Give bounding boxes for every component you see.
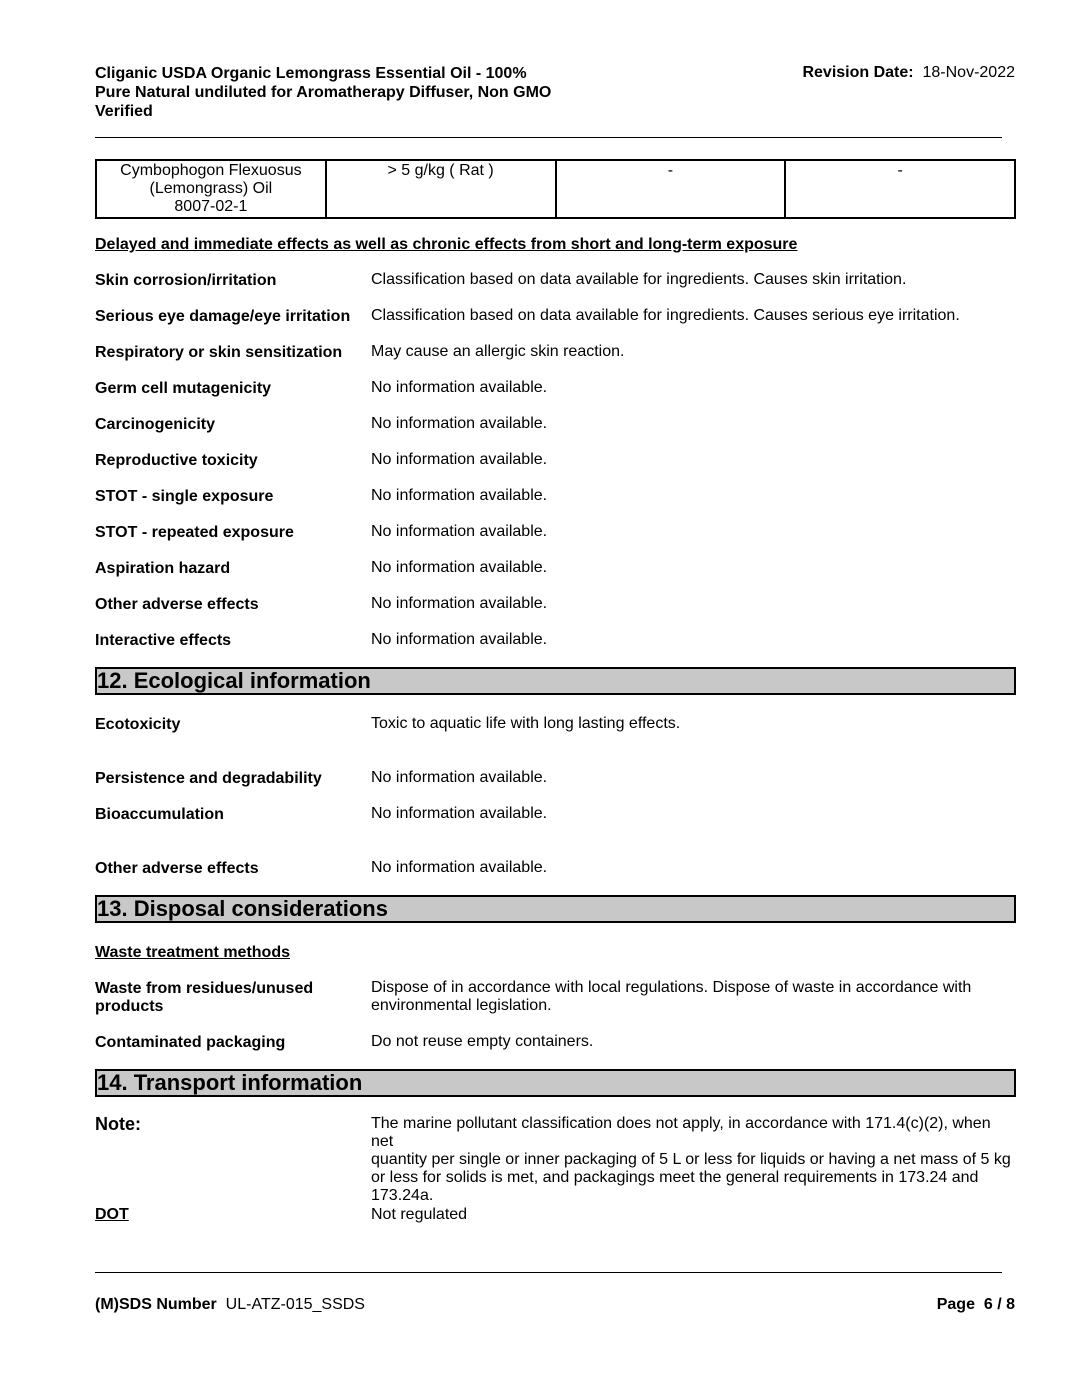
- disposal-label: [95, 980, 365, 1016]
- section-13-title: 13. Disposal considerations: [95, 895, 1016, 923]
- sds-number-value: UL-ATZ-015_SSDS: [225, 1296, 365, 1313]
- note-line: 173.24a.: [371, 1187, 434, 1204]
- disposal-value-line: Dispose of in accordance with local regulations. Dispose of waste in accordance with: [371, 979, 972, 996]
- effect-label: Germ cell mutagenicity: [95, 380, 272, 397]
- eco-value: No information available.: [371, 859, 548, 876]
- disposal-label-line: Waste from residues/unused: [95, 980, 314, 997]
- effect-value: No information available.: [371, 415, 548, 432]
- inhalation-lc50-cell: -: [785, 160, 1015, 218]
- effect-label: Serious eye damage/eye irritation: [95, 308, 351, 325]
- effect-value: No information available.: [371, 595, 548, 612]
- note-line: The marine pollutant classification does not apply, in accordance with 171.4(c)(2), when net: [371, 1115, 991, 1150]
- page-number: [937, 1296, 1015, 1314]
- effect-value: May cause an allergic skin reaction.: [371, 343, 625, 360]
- note-line: or less for solids is met, and packagings meet the general requirements in 173.24 and: [371, 1169, 979, 1186]
- effect-value: Classification based on data available for ingredients. Causes skin irritation.: [371, 271, 907, 288]
- effect-label: Interactive effects: [95, 632, 232, 649]
- eco-value: Toxic to aquatic life with long lasting effects.: [371, 715, 681, 732]
- sds-number-label: (M)SDS Number: [95, 1296, 217, 1313]
- sds-number: [95, 1296, 365, 1314]
- dot-value: Not regulated: [371, 1206, 468, 1223]
- document-title-line: Verified: [95, 103, 153, 120]
- effect-value: No information available.: [371, 559, 548, 576]
- eco-label: Persistence and degradability: [95, 770, 322, 787]
- effects-heading: Delayed and immediate effects as well as chronic effects from short and long-term exposure: [95, 236, 798, 253]
- effect-label: Carcinogenicity: [95, 416, 216, 433]
- disposal-value-line: Do not reuse empty containers.: [371, 1033, 594, 1050]
- effect-label: STOT - single exposure: [95, 488, 274, 505]
- disposal-value-line: environmental legislation.: [371, 997, 552, 1014]
- header-rule: [95, 137, 1002, 138]
- eco-label: Ecotoxicity: [95, 716, 181, 733]
- table-row: [96, 160, 1015, 218]
- effect-value: No information available.: [371, 379, 548, 396]
- document-title: [95, 64, 615, 121]
- eco-label: Other adverse effects: [95, 860, 259, 877]
- effect-value: Classification based on data available for ingredients. Causes serious eye irritation.: [371, 307, 960, 324]
- eco-label: Bioaccumulation: [95, 806, 224, 823]
- disposal-value: [371, 1033, 1016, 1051]
- document-title-line: Cliganic USDA Organic Lemongrass Essential Oil - 100%: [95, 65, 527, 82]
- toxicity-table: [95, 159, 1016, 219]
- waste-treatment-heading: Waste treatment methods: [95, 944, 290, 961]
- disposal-label-line: Contaminated packaging: [95, 1034, 286, 1051]
- component-name-cell: [96, 160, 326, 218]
- section-14-title: 14. Transport information: [95, 1069, 1016, 1097]
- document-title-line: Pure Natural undiluted for Aromatherapy Diffuser, Non GMO: [95, 84, 552, 101]
- effect-value: No information available.: [371, 631, 548, 648]
- disposal-value: [371, 979, 1016, 1015]
- note-value: [371, 1115, 1016, 1205]
- note-line: quantity per single or inner packaging of 5 L or less for liquids or having a net mass of 5 kg: [371, 1151, 1011, 1168]
- eco-value: No information available.: [371, 805, 548, 822]
- effect-label: Aspiration hazard: [95, 560, 231, 577]
- effect-label: Respiratory or skin sensitization: [95, 344, 343, 361]
- component-name-line: Cymbophogon Flexuosus: [120, 162, 302, 179]
- effect-value: No information available.: [371, 487, 548, 504]
- note-label: Note:: [95, 1114, 141, 1134]
- effect-label: Skin corrosion/irritation: [95, 272, 277, 289]
- effect-value: No information available.: [371, 451, 548, 468]
- revision-date: [802, 64, 1015, 82]
- footer-rule: [95, 1272, 1002, 1273]
- component-name-line: (Lemongrass) Oil: [149, 180, 273, 197]
- page-value: 6 / 8: [983, 1296, 1015, 1313]
- disposal-label: [95, 1034, 365, 1052]
- oral-ld50-cell: > 5 g/kg ( Rat ): [326, 160, 556, 218]
- effect-label: Other adverse effects: [95, 596, 259, 613]
- revision-date-value: 18-Nov-2022: [922, 64, 1015, 81]
- revision-date-label: Revision Date:: [802, 64, 914, 81]
- effect-label: Reproductive toxicity: [95, 452, 258, 469]
- section-12-title: 12. Ecological information: [95, 667, 1016, 695]
- dermal-ld50-cell: -: [556, 160, 786, 218]
- dot-label: DOT: [95, 1206, 129, 1223]
- effect-value: No information available.: [371, 523, 548, 540]
- disposal-label-line: products: [95, 998, 164, 1015]
- eco-value: No information available.: [371, 769, 548, 786]
- page-label: Page: [936, 1296, 975, 1313]
- component-cas-line: 8007-02-1: [174, 198, 248, 215]
- effect-label: STOT - repeated exposure: [95, 524, 294, 541]
